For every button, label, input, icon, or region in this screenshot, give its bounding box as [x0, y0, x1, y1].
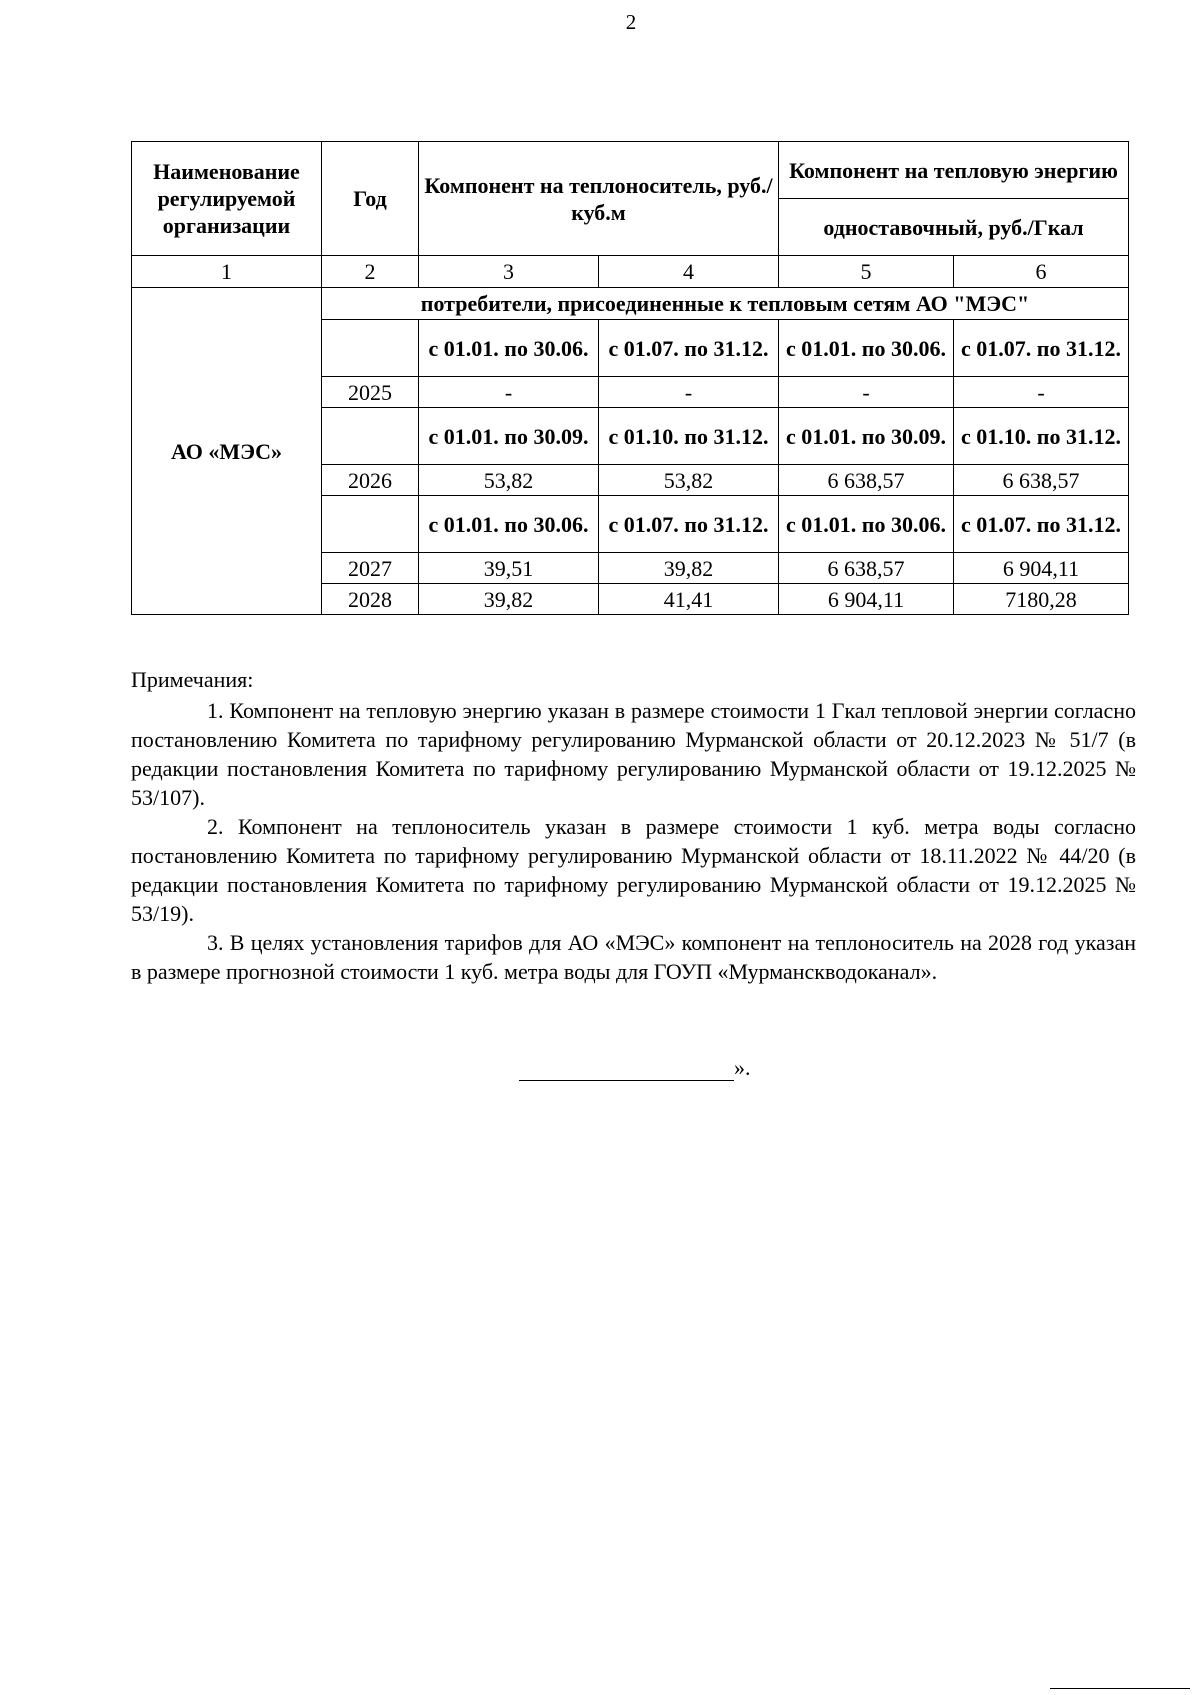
period-cell: с 01.07. по 31.12. — [599, 496, 779, 553]
header-year: Год — [322, 142, 419, 256]
value-cell: - — [419, 377, 599, 408]
closing-quote: ». — [734, 1055, 751, 1080]
closing-underline — [519, 1058, 734, 1081]
notes-section — [131, 665, 1136, 986]
header-energy: Компонент на тепловую энергию — [779, 142, 1129, 199]
col-index: 3 — [419, 256, 599, 288]
period-cell: с 01.07. по 31.12. — [599, 320, 779, 377]
period-cell: с 01.01. по 30.06. — [779, 320, 954, 377]
col-index: 2 — [322, 256, 419, 288]
year-cell: 2026 — [322, 465, 419, 496]
value-cell: 39,82 — [419, 584, 599, 615]
period-cell: с 01.01. по 30.06. — [419, 320, 599, 377]
value-cell: - — [599, 377, 779, 408]
period-year-empty — [322, 320, 419, 377]
col-index: 1 — [132, 256, 322, 288]
value-cell: 6 638,57 — [954, 465, 1129, 496]
note-item: 3. В целях установления тарифов для АО «МЭС» компонент на теплоноситель на 2028 год указан в размере прогнозной стоимости 1 куб. метра воды для ГОУП «Мурманскводоканал». — [131, 930, 1136, 984]
notes-title: Примечания: — [131, 667, 254, 692]
period-cell: с 01.01. по 30.09. — [779, 408, 954, 465]
note-item: 1. Компонент на тепловую энергию указан в размере стоимости 1 Гкал тепловой энергии согласно постановлению Комитета по тарифному регулированию Мурманской области от 20.12.2023 № 51/7 (в редакции постановления Комитета по тарифному регулированию Мурманской области от 19.12.2025 № 53/107). — [131, 698, 1136, 810]
header-carrier: Компонент на теплоноситель, руб./куб.м — [419, 142, 779, 256]
period-year-empty — [322, 496, 419, 553]
period-cell: с 01.01. по 30.09. — [419, 408, 599, 465]
period-year-empty — [322, 408, 419, 465]
value-cell: 39,82 — [599, 553, 779, 584]
period-cell: с 01.10. по 31.12. — [599, 408, 779, 465]
year-cell: 2028 — [322, 584, 419, 615]
value-cell: 7180,28 — [954, 584, 1129, 615]
col-index: 5 — [779, 256, 954, 288]
value-cell: - — [954, 377, 1129, 408]
page-number: 2 — [625, 10, 637, 34]
value-cell: 53,82 — [419, 465, 599, 496]
value-cell: - — [779, 377, 954, 408]
header-org: Наименование регулируемой организации — [132, 142, 322, 256]
period-cell: с 01.01. по 30.06. — [419, 496, 599, 553]
value-cell: 6 904,11 — [779, 584, 954, 615]
value-cell: 41,41 — [599, 584, 779, 615]
col-index: 4 — [599, 256, 779, 288]
consumer-group: потребители, присоединенные к тепловым сетям АО "МЭС" — [322, 288, 1129, 320]
year-cell: 2025 — [322, 377, 419, 408]
header-energy-sub: одноставочный, руб./Гкал — [779, 199, 1129, 256]
period-cell: с 01.10. по 31.12. — [954, 408, 1129, 465]
col-index: 6 — [954, 256, 1129, 288]
tariff-table — [131, 141, 1129, 615]
value-cell: 6 638,57 — [779, 465, 954, 496]
footer-rule — [1050, 1688, 1190, 1689]
value-cell: 6 904,11 — [954, 553, 1129, 584]
closing-mark — [519, 1055, 751, 1081]
period-cell: с 01.07. по 31.12. — [954, 320, 1129, 377]
year-cell: 2027 — [322, 553, 419, 584]
value-cell: 6 638,57 — [779, 553, 954, 584]
value-cell: 39,51 — [419, 553, 599, 584]
period-cell: с 01.01. по 30.06. — [779, 496, 954, 553]
note-item: 2. Компонент на теплоноситель указан в размере стоимости 1 куб. метра воды согласно постановлению Комитета по тарифному регулированию Мурманской области от 18.11.2022 № 44/20 (в редакции постановления Комитета по тарифному регулированию Мурманской области от 19.12.2025 № 53/19). — [131, 814, 1136, 926]
value-cell: 53,82 — [599, 465, 779, 496]
period-cell: с 01.07. по 31.12. — [954, 496, 1129, 553]
organization-name: АО «МЭС» — [132, 288, 322, 615]
